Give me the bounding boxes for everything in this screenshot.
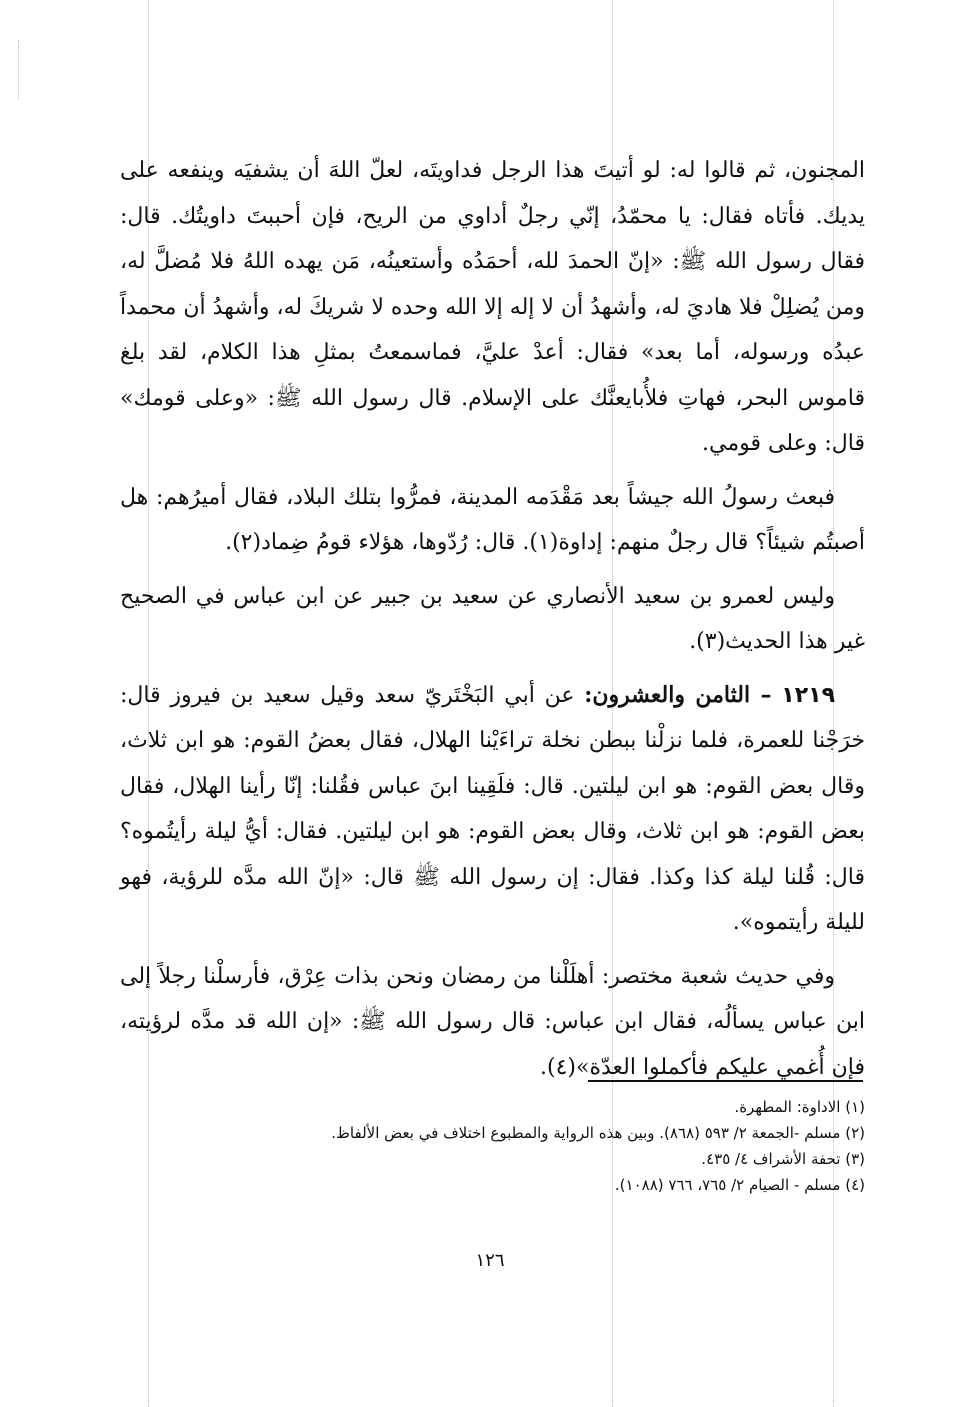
main-text <box>120 148 865 1090</box>
entry-intro: عن أبي البَخْتَريّ سعد وقيل سعيد بن فيروز قال: <box>120 682 575 708</box>
paragraph: وليس لعمرو بن سعيد الأنصاري عن سعيد بن جبير عن ابن عباس في الصحيح غير هذا الحديث(٣). <box>120 583 865 654</box>
paragraph: المجنون، ثم قالوا له: لو أتيتَ هذا الرجل فداويتَه، لعلّ اللهَ أن يشفيَه وينفعه على يديك. فأتاه فقال: يا محمّدُ، إنّي رجلٌ أداوي من الريح، فإن أحببتَ داويتُك. قال: فقال رسول الله ﷺ: «إنّ الحمدَ لله، أحمَدُه وأستعينُه، مَن يهده اللهُ فلا مُضلَّ له، ومن يُضلِلْ فلا هاديَ له، وأشهدُ أن لا إله إلا الله وحده لا شريكَ له، وأشهدُ أن محمداً عبدُه ورسوله، أما بعد» فقال: أعدْ عليَّ، فماسمعتُ بمثلِ هذا الكلام، لقد بلغ قاموس البحر، فهاتِ فلأُبايعنَّك على الإسلام. قال رسول الله ﷺ: «وعلى قومك» قال: وعلى قومي. <box>120 158 865 456</box>
footnote-divider <box>588 1080 863 1082</box>
paragraph: فبعث رسولُ الله جيشاً بعد مَقْدَمه المدينة، فمرُّوا بتلك البلاد، فقال أميرُهم: هل أصبتُم شيئاً؟ قال رجلٌ منهم: إداوة(١). قال: رُدّوها، هؤلاء قومُ ضِماد(٢). <box>120 484 865 555</box>
scan-guide-line <box>18 40 19 100</box>
entry-label: – الثامن والعشرون: <box>584 681 772 708</box>
entry-text: خرَجْنا للعمرة، فلما نزلْنا ببطن نخلة تراءَيْنا الهلال، فقال بعضُ القوم: هو ابن ثلاث، وقال بعض القوم: هو ابن ليلتين. قال: فلَقِينا ابنَ عباس فقُلنا: إنّا رأينا الهلال، فقال بعض القوم: هو ابن ثلاث، وقال بعض القوم: هو ابن ليلتين. فقال: أيُّ ليلة رأيتُموه؟ قال: قُلنا ليلة كذا وكذا. فقال: إن رسول الله ﷺ قال: «إنّ الله مدَّه للرؤية، فهو لليلة رأيتموه». <box>120 728 865 935</box>
footnote: (٤) مسلم - الصيام ٢/ ٧٦٥، ٧٦٦ (١٠٨٨). <box>614 1176 865 1194</box>
footnote: (٣) تحفة الأشراف ٤/ ٤٣٥. <box>701 1150 865 1168</box>
footnote: (٢) مسلم -الجمعة ٢/ ٥٩٣ (٨٦٨). وبين هذه الرواية والمطبوع اختلاف في بعض الألفاظ. <box>331 1124 865 1142</box>
hadith-entry <box>120 673 865 946</box>
footnotes <box>150 1094 865 1198</box>
paragraph: وفي حديث شعبة مختصر: أهلَلْنا من رمضان ونحن بذات عِرْق، فأرسلْنا رجلاً إلى ابن عباس يسألُه، فقال ابن عباس: قال رسول الله ﷺ: «إن الله قد مدَّه لرؤيته، فإن أُغمي عليكم فأكملوا العدّة»(٤). <box>120 963 865 1080</box>
page-number: ١٢٦ <box>475 1250 505 1271</box>
entry-number: ١٢١٩ <box>781 682 835 708</box>
footnote: (١) الاداوة: المطهرة. <box>734 1098 865 1116</box>
